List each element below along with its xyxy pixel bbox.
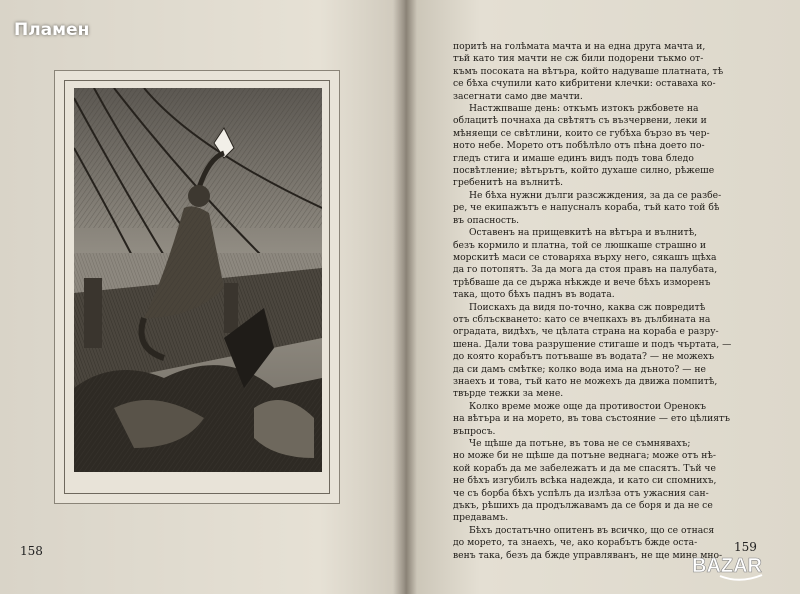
text-line: Поискахъ да видя по-точно, каква сж повредитѣ bbox=[469, 301, 706, 313]
text-line: Не бѣха нужни дълги разсжждения, за да се разбе- bbox=[469, 189, 722, 201]
text-line: да го потопятъ. За да мога да стоя правъ на палубата, bbox=[453, 264, 718, 276]
text-line: до морето, та знаехъ, че, ако корабътъ бжде оста- bbox=[453, 537, 698, 549]
text-line: засегнати само две мачти. bbox=[453, 90, 583, 102]
text-line: кой корабъ да ме забележатъ и да ме спасятъ. Тъй че bbox=[453, 462, 716, 474]
text-line: така, щото бѣхъ паднъ въ водата. bbox=[453, 289, 615, 301]
illustration-engraving bbox=[74, 88, 322, 472]
text-line: гребенитѣ на вълнитѣ. bbox=[453, 177, 564, 189]
text-line: знаехъ и това, тъй като не можехъ да движа помпитѣ, bbox=[453, 375, 718, 387]
text-line: безъ кормило и платна, той се люшкаше страшно и bbox=[453, 239, 706, 251]
text-line: мѣняещи се свѣтлини, които се губѣха бързо въ чер- bbox=[453, 127, 710, 139]
text-line: Оставенъ на прищевкитѣ на вѣтъра и вълнитѣ, bbox=[469, 227, 698, 239]
text-line: но може би не щѣше да потъне веднага; може отъ нѣ- bbox=[453, 450, 717, 462]
text-line: гледъ стига и имаше единъ видъ подъ това бледо bbox=[453, 152, 694, 164]
text-line: ното небе. Морето отъ побѣлѣло отъ пѣна доето по- bbox=[453, 140, 705, 152]
text-line: шена. Дали това разрушение стигаше и подъ чъртата, — bbox=[453, 338, 732, 350]
text-line: отъ сблъскването: като се вчепкахъ въ дълбината на bbox=[453, 313, 711, 325]
text-line: морскитѣ маси се стоваряха върху него, сякашъ щѣха bbox=[453, 251, 717, 263]
text-line: въпросъ. bbox=[453, 425, 496, 437]
svg-text:BAZAR: BAZAR bbox=[692, 555, 762, 577]
text-line: Бѣхъ достатъчно опитенъ въ всичко, що се отнася bbox=[469, 524, 715, 536]
text-line: на вѣтъра и на морето, въ това състояние — ето цѣлиятъ bbox=[453, 413, 730, 425]
bazar-logo bbox=[690, 548, 790, 584]
seller-watermark: Пламен bbox=[14, 20, 90, 40]
text-line: къмъ посоката на вѣтъра, който надуваше платната, тѣ bbox=[453, 65, 724, 77]
text-line: че съ борба бѣхъ успѣлъ да излѣза отъ ужасния сан- bbox=[453, 487, 709, 499]
text-line: ре, че екипажътъ е напусналъ кораба, тъй като той бѣ bbox=[453, 202, 720, 214]
text-line: облацитѣ почнаха да свѣтятъ съ възчервени, леки и bbox=[453, 115, 707, 127]
right-page-text bbox=[453, 41, 753, 562]
text-line: предавамъ. bbox=[453, 512, 509, 524]
text-line: твърде тежки за мене. bbox=[453, 388, 564, 400]
text-line: венъ така, безъ да бжде управляванъ, не ще мине мно- bbox=[453, 549, 723, 561]
text-line: посвѣтление; вѣтърътъ, който духаше силно, рѣжеше bbox=[453, 165, 715, 177]
text-line: Настжпваше день: откъмъ изтокъ ржбовете на bbox=[469, 103, 699, 115]
text-line: Че щѣше да потъне, въ това не се съмнявахъ; bbox=[469, 438, 691, 449]
text-line: да си дамъ смѣтке; колко вода има на дъното? — не bbox=[453, 363, 706, 375]
text-line: въ опасность. bbox=[453, 214, 520, 226]
bazar-logo-svg bbox=[690, 548, 790, 584]
text-line: дъкъ, рѣшихъ да продължавамъ да се боря и да не се bbox=[453, 500, 713, 512]
text-line: оградата, видѣхъ, че цѣлата страна на кораба е разру- bbox=[453, 326, 719, 338]
text-line: до която корабътъ потъваше въ водата? — не можехъ bbox=[453, 351, 715, 363]
right-page-number: 159 bbox=[734, 540, 757, 554]
engraving-svg bbox=[74, 88, 322, 472]
text-line: не бѣхъ изгубилъ всѣка надежда, и като си спомнихъ, bbox=[453, 475, 717, 487]
left-page-number: 158 bbox=[20, 544, 43, 558]
text-line: Колко време може още да противостои Оренокъ bbox=[469, 400, 706, 412]
text-line: трѣбваше да се държа нѣкжде и вече бѣхъ изморенъ bbox=[453, 276, 711, 288]
text-line: тъй като тия мачти не сж били подорени тъкмо от- bbox=[453, 53, 704, 65]
text-line: се бѣха счупили като кибритени клечки: оставаха ко- bbox=[453, 78, 716, 90]
book-gutter bbox=[393, 0, 417, 594]
text-line: поритѣ на голѣмата мачта и на една друга мачта и, bbox=[453, 41, 706, 52]
